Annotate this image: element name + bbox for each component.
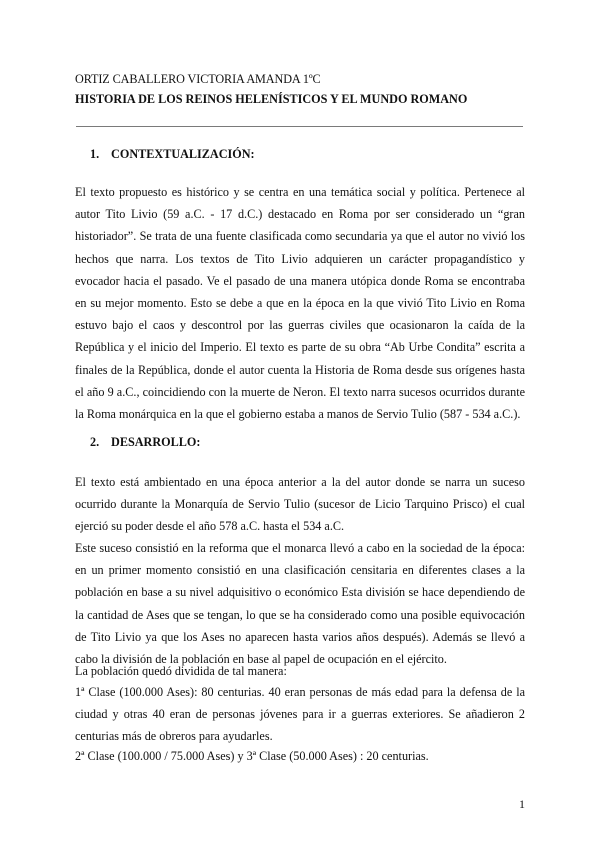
document-title: HISTORIA DE LOS REINOS HELENÍSTICOS Y EL MUNDO ROMANO: [75, 92, 468, 106]
section-title: CONTEXTUALIZACIÓN:: [111, 147, 255, 161]
paragraph-segunda-tercera-clase: 2ª Clase (100.000 / 75.000 Ases) y 3ª Clase (50.000 Ases) : 20 centurias.: [75, 749, 429, 763]
paragraph-desarrollo-intro: El texto está ambientado en una época anterior a la del autor donde se narra un suceso ocurrido durante la Monarquía de Servio Tulio (sucesor de Licio Tarquino Prisco) el cual ejerció su poder desde el año 578 a.C. hasta el 534 a.C.: [75, 475, 525, 534]
paragraph-primera-clase: 1ª Clase (100.000 Ases): 80 centurias. 40 eran personas de más edad para la defensa de la ciudad y otras 40 eran de personas jóvenes para ir a guerras exteriores. Se añadieron 2 centurias más de obreros para ayudarles.: [75, 685, 525, 744]
section-number: 2.: [90, 435, 100, 449]
paragraph-reforma: Este suceso consistió en la reforma que el monarca llevó a cabo en la sociedad de la época: en un primer momento consistió en una clasificación censitaria en diferentes clases a la población en base a su nivel adquisitivo o económico Esta división se hace dependiendo de la cantidad de Ases que se tengan, lo que se ha considerado como una posible equivocación de Tito Livio ya que los Ases no aparecen hasta varios años después). Además se llevó a cabo la división de la población en base al papel de ocupación en el ejército.: [75, 541, 525, 667]
section-title: DESARROLLO:: [111, 435, 201, 449]
paragraph-division: La población quedó dividida de tal manera:: [75, 664, 287, 678]
paragraph-context: El texto propuesto es histórico y se centra en una temática social y política. Pertenece al autor Tito Livio (59 a.C. - 17 d.C.) destacado en Roma por ser considerado un “gran historiador”. Se trata de una fuente clasificada como secundaria ya que el autor no vivió los hechos que narra. Los textos de Tito Livio adquieren un carácter propagandístico y evocador hacia el pasado. Ve el pasado de una manera utópica donde Roma se encontraba en su mejor momento. Esto se debe a que en la época en la que vivió Tito Livio en Roma estuvo bajo el caos y descontrol por las guerras civiles que ocasionaron la caída de la República y el inicio del Imperio. El texto es parte de su obra “Ab Urbe Condita” escrita a finales de la República, donde el autor cuenta la Historia de Roma desde sus orígenes hasta el año 9 a.C., coincidiendo con la muerte de Neron. El texto narra sucesos ocurridos durante la Roma monárquica en la que el gobierno estaba a manos de Servio Tulio (587 - 534 a.C.).: [75, 185, 525, 422]
section-heading-desarrollo: [90, 435, 200, 450]
section-heading-contextualizacion: [90, 147, 255, 162]
section-number: 1.: [90, 147, 100, 161]
author-line: ORTIZ CABALLERO VICTORIA AMANDA 1ºC: [75, 72, 321, 86]
header-divider: [76, 126, 523, 127]
page-number: 1: [519, 797, 525, 811]
